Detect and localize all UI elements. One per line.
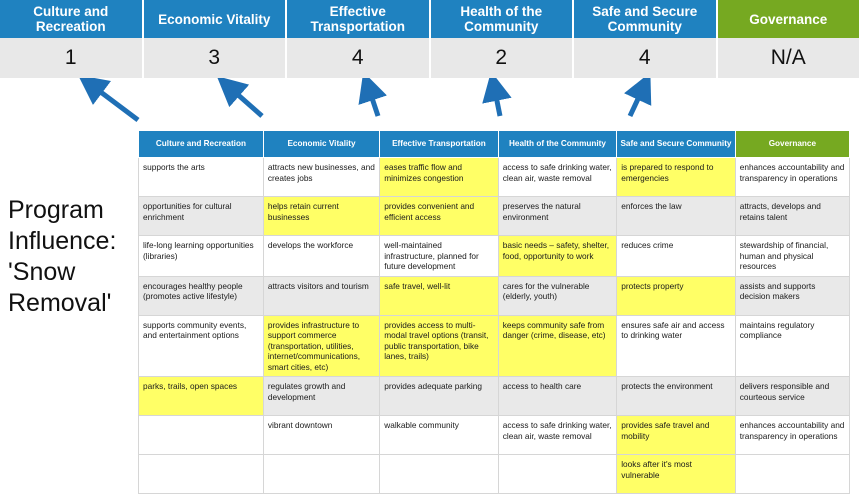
- matrix-cell: provides safe travel and mobility: [617, 416, 736, 455]
- matrix-cell: life-long learning opportunities (libraries): [139, 236, 264, 277]
- matrix-cell: keeps community safe from danger (crime, disease, etc): [498, 315, 617, 377]
- matrix-cell: supports the arts: [139, 158, 264, 197]
- matrix-cell: parks, trails, open spaces: [139, 377, 264, 416]
- matrix-cell: protects property: [617, 276, 736, 315]
- matrix-header-economic-vitality: Economic Vitality: [263, 131, 379, 158]
- matrix-cell: basic needs – safety, shelter, food, opportunity to work: [498, 236, 617, 277]
- matrix-cell: [263, 455, 379, 494]
- matrix-cell: provides access to multi-modal travel options (transit, public transportation, bike lanes, trails): [380, 315, 499, 377]
- matrix-cell: protects the environment: [617, 377, 736, 416]
- matrix-cell: encourages healthy people (promotes active lifestyle): [139, 276, 264, 315]
- score-cell-safe-and-secure-community: 4: [574, 38, 718, 78]
- matrix-cell: provides convenient and efficient access: [380, 197, 499, 236]
- matrix-cell: helps retain current businesses: [263, 197, 379, 236]
- top-header-health-of-the-community: [431, 0, 575, 38]
- matrix-cell: enforces the law: [617, 197, 736, 236]
- matrix-cell: access to safe drinking water, clean air, waste removal: [498, 158, 617, 197]
- top-header-effective-transportation: [287, 0, 431, 38]
- top-header-label: Culture and Recreation: [4, 4, 138, 34]
- matrix-cell: well-maintained infrastructure, planned for future development: [380, 236, 499, 277]
- table-row: [139, 276, 850, 315]
- top-header-label: Effective Transportation: [291, 4, 425, 34]
- top-header-safe-and-secure-community: [574, 0, 718, 38]
- matrix-cell: regulates growth and development: [263, 377, 379, 416]
- top-header-label: Governance: [749, 12, 827, 27]
- matrix-header-safe-and-secure-community: Safe and Secure Community: [617, 131, 736, 158]
- matrix-cell: [498, 455, 617, 494]
- top-header-culture-and-recreation: [0, 0, 144, 38]
- matrix-cell: vibrant downtown: [263, 416, 379, 455]
- matrix-header-effective-transportation: Effective Transportation: [380, 131, 499, 158]
- top-header-label: Health of the Community: [435, 4, 569, 34]
- arrow-to-health-of-the-community: [494, 86, 500, 116]
- influence-matrix: [138, 130, 850, 494]
- matrix-cell: eases traffic flow and minimizes congestion: [380, 158, 499, 197]
- table-row: [139, 236, 850, 277]
- matrix-cell: stewardship of financial, human and physical resources: [735, 236, 849, 277]
- matrix-cell: enhances accountability and transparency in operations: [735, 416, 849, 455]
- matrix-header-governance: Governance: [735, 131, 849, 158]
- arrow-to-safe-and-secure-community: [630, 86, 644, 116]
- table-row: [139, 416, 850, 455]
- matrix-cell: cares for the vulnerable (elderly, youth): [498, 276, 617, 315]
- matrix-cell: ensures safe air and access to drinking water: [617, 315, 736, 377]
- table-row: [139, 377, 850, 416]
- matrix-cell: preserves the natural environment: [498, 197, 617, 236]
- program-influence-caption: Program Influence: 'Snow Removal': [8, 195, 138, 319]
- matrix-cell: [139, 416, 264, 455]
- score-cell-governance: N/A: [718, 38, 859, 78]
- matrix-cell: reduces crime: [617, 236, 736, 277]
- arrow-to-culture-and-recreation: [90, 84, 138, 120]
- top-header-band: [0, 0, 859, 38]
- top-header-label: Economic Vitality: [158, 12, 270, 27]
- matrix-cell: walkable community: [380, 416, 499, 455]
- table-row: [139, 315, 850, 377]
- matrix-cell: attracts visitors and tourism: [263, 276, 379, 315]
- matrix-cell: develops the workforce: [263, 236, 379, 277]
- matrix-cell: safe travel, well-lit: [380, 276, 499, 315]
- matrix-cell: [380, 455, 499, 494]
- matrix-cell: access to health care: [498, 377, 617, 416]
- matrix-cell: is prepared to respond to emergencies: [617, 158, 736, 197]
- matrix-cell: access to safe drinking water, clean air, waste removal: [498, 416, 617, 455]
- matrix-header-row: [139, 131, 850, 158]
- matrix-cell: enhances accountability and transparency in operations: [735, 158, 849, 197]
- matrix-cell: [735, 455, 849, 494]
- matrix-cell: supports community events, and entertainment options: [139, 315, 264, 377]
- top-header-economic-vitality: [144, 0, 288, 38]
- table-row: [139, 158, 850, 197]
- arrow-group: [0, 78, 859, 130]
- score-band: [0, 38, 859, 78]
- score-cell-effective-transportation: 4: [287, 38, 431, 78]
- matrix-cell: attracts, develops and retains talent: [735, 197, 849, 236]
- arrow-to-effective-transportation: [368, 86, 378, 116]
- score-cell-health-of-the-community: 2: [431, 38, 575, 78]
- matrix-cell: [139, 455, 264, 494]
- table-row: [139, 197, 850, 236]
- matrix-cell: opportunities for cultural enrichment: [139, 197, 264, 236]
- matrix-cell: attracts new businesses, and creates jobs: [263, 158, 379, 197]
- score-cell-culture-and-recreation: 1: [0, 38, 144, 78]
- matrix-header-health-of-the-community: Health of the Community: [498, 131, 617, 158]
- score-cell-economic-vitality: 3: [144, 38, 288, 78]
- matrix-cell: maintains regulatory compliance: [735, 315, 849, 377]
- matrix-cell: looks after it's most vulnerable: [617, 455, 736, 494]
- matrix-cell: assists and supports decision makers: [735, 276, 849, 315]
- matrix-header-culture-and-recreation: Culture and Recreation: [139, 131, 264, 158]
- matrix-cell: provides infrastructure to support commerce (transportation, utilities, internet/communications, smart cities, etc): [263, 315, 379, 377]
- arrow-to-economic-vitality: [228, 86, 262, 116]
- table-row: [139, 455, 850, 494]
- top-header-label: Safe and Secure Community: [578, 4, 712, 34]
- top-header-governance: [718, 0, 859, 38]
- matrix-cell: delivers responsible and courteous service: [735, 377, 849, 416]
- matrix-cell: provides adequate parking: [380, 377, 499, 416]
